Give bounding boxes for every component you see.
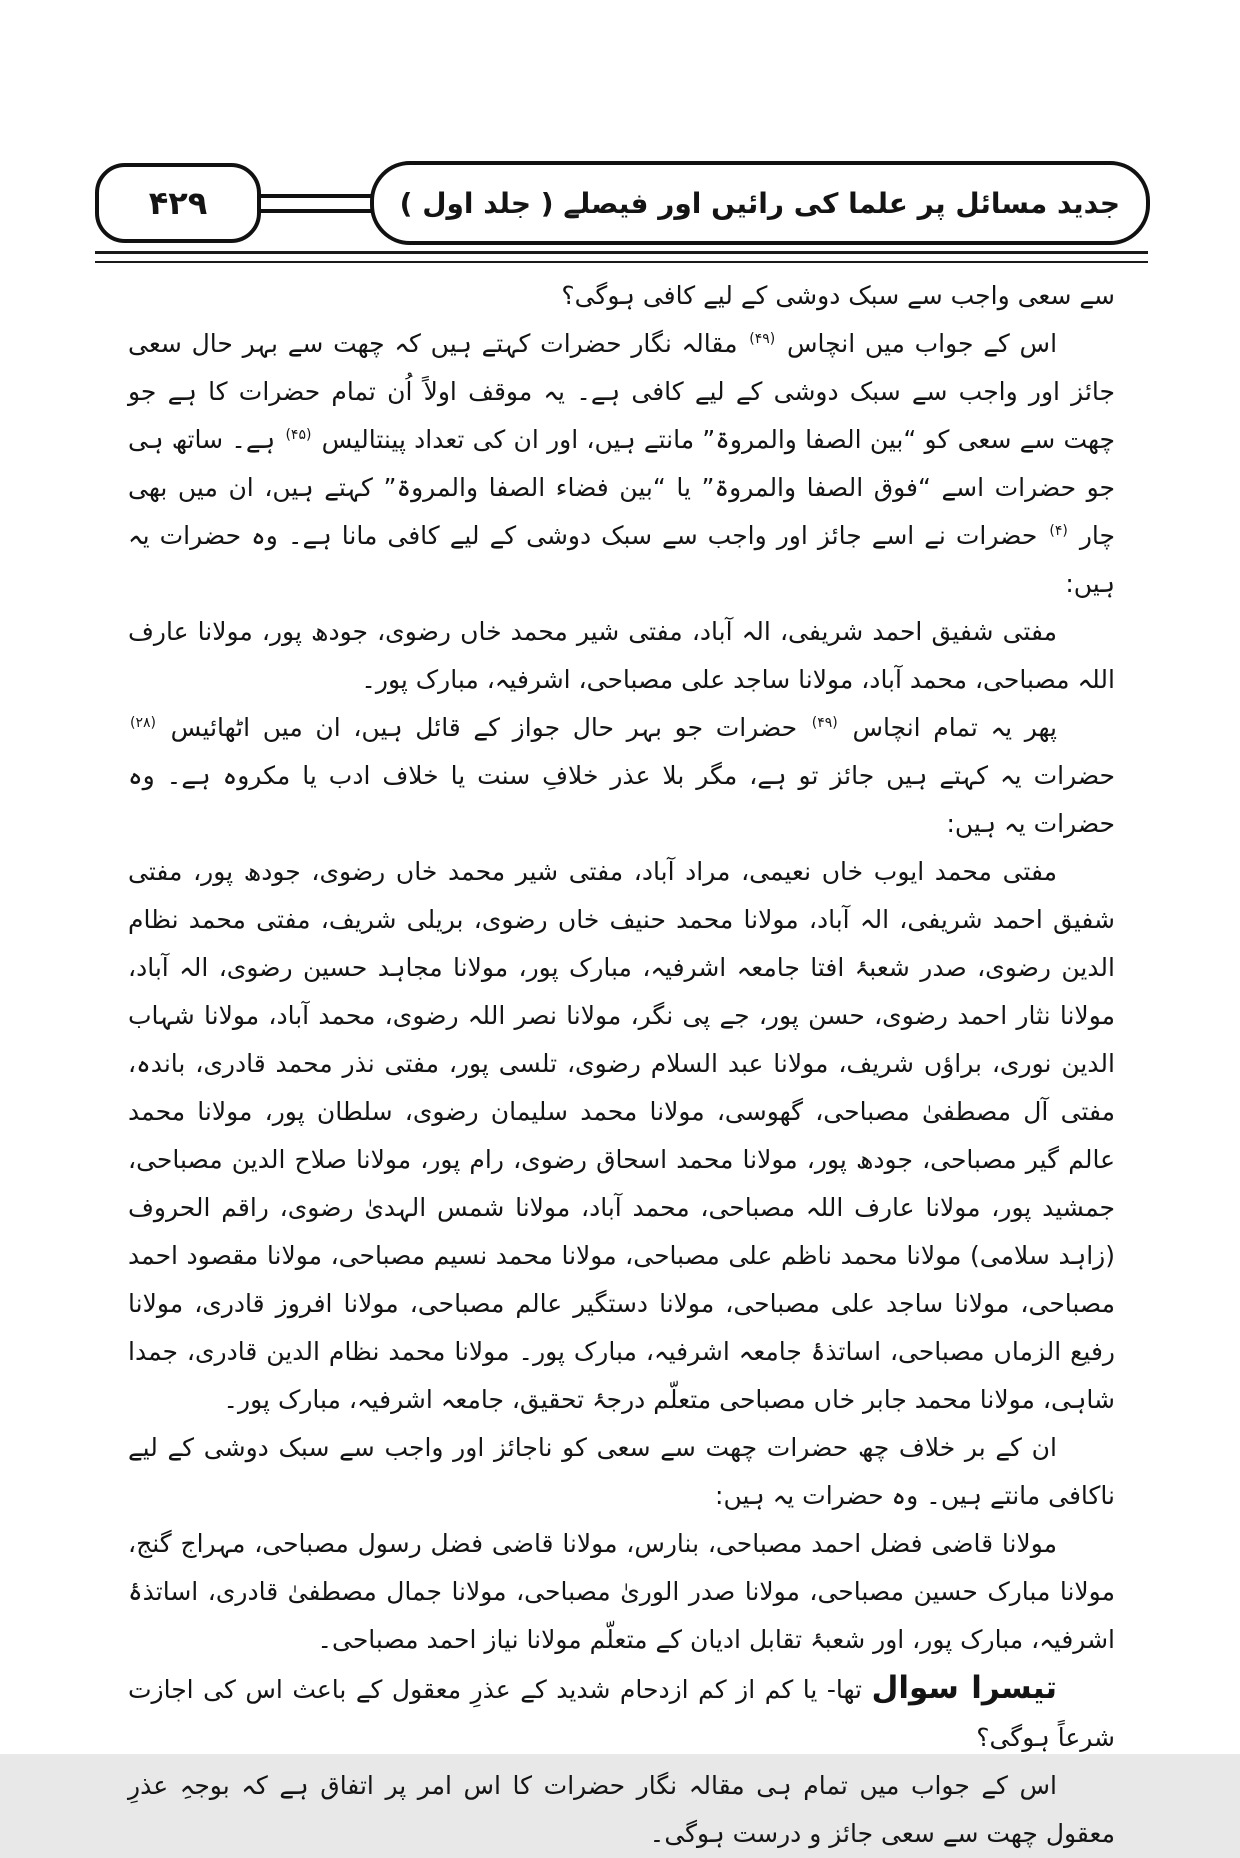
- text-segment: اس کے جواب میں انچاس: [786, 329, 1058, 358]
- text-segment: ان کے بر خلاف چھ حضرات چھت سے سعی کو ناجائز اور واجب سے سبک دوشی کے لیے ناکافی مانتے ہیں۔ وہ حضرات یہ ہیں:: [128, 1433, 1115, 1510]
- question-continuation: [128, 272, 1115, 320]
- footnote-count-marker: (۴۹): [749, 330, 776, 347]
- text-segment: حضرات نے اسے جائز اور واجب سے سبک دوشی کے لیے کافی مانا ہے۔ وہ حضرات یہ ہیں:: [128, 521, 1115, 598]
- text-segment: تھا- یا کم از کم ازدحام شدید کے عذرِ معقول کے باعث اس کی اجازت شرعاً ہوگی؟: [128, 1675, 1115, 1752]
- header-divider: [95, 251, 1148, 263]
- footnote-count-marker: (۴۹): [811, 714, 838, 731]
- names-group-2: [128, 848, 1115, 1424]
- footnote-count-marker: (۲۸): [130, 714, 156, 731]
- footnote-count-marker: (۴): [1049, 522, 1068, 539]
- text-segment: مولانا قاضی فضل احمد مصباحی، بنارس، مولانا قاضی فضل رسول مصباحی، مہراج گنج، مولانا مبارک حسین مصباحی، مولانا صدر الوریٰ مصباحی، مولانا جمال مصطفیٰ قادری، اساتذۂ اشرفیہ، مبارک پور، اور شعبۂ تقابل ادیان کے متعلّم مولانا نیاز احمد مصباحی۔: [128, 1529, 1115, 1654]
- page-number-badge: [95, 163, 261, 243]
- text-segment: سے سعی واجب سے سبک دوشی کے لیے کافی ہوگی؟: [561, 281, 1115, 310]
- opposing-opinion: [128, 1424, 1115, 1520]
- answer-overview: [128, 320, 1115, 608]
- names-group-3: [128, 1520, 1115, 1664]
- footnote-count-marker: (۴۵): [285, 426, 312, 443]
- page-header: [95, 163, 1150, 243]
- names-group-1: [128, 608, 1115, 704]
- book-title: جدید مسائل پر علما کی رائیں اور فیصلے ( جلد اول ): [399, 186, 1120, 220]
- text-segment: مقالہ نگار حضرات کہتے ہیں کہ چھت سے بہر حال سعی جائز اور واجب سے سبک دوشی کے لیے کافی ہے۔ یہ موقف اولاً اُن تمام حضرات کا ہے جو چھت سے سعی کو “بین الصفا والمروۃ” مانتے ہیں، اور ان کی تعداد پینتالیس: [128, 329, 1116, 454]
- third-question-heading: [128, 1664, 1115, 1762]
- header-connector-rule: [253, 194, 378, 213]
- page-body: [128, 272, 1115, 1858]
- text-segment: مفتی محمد ایوب خاں نعیمی، مراد آباد، مفتی شیر محمد خاں رضوی، جودھ پور، مفتی شفیق احمد شریفی، الہ آباد، مولانا محمد حنیف خاں رضوی، بریلی شریف، مفتی محمد نظام الدین رضوی، صدر شعبۂ افتا جامعہ اشرفیہ، مبارک پور، مولانا مجاہد حسین رضوی، الہ آباد، مولانا نثار احمد رضوی، حسن پور، جے پی نگر، مولانا نصر اللہ رضوی، محمد آباد، مولانا شہاب الدین نوری، براؤں شریف، مولانا عبد السلام رضوی، تلسی پور، مفتی نذر محمد قادری، باندہ، مفتی آل مصطفیٰ مصباحی، گھوسی، مولانا محمد سلیمان رضوی، سلطان پور، مولانا محمد عالم گیر مصباحی، جودھ پور، مولانا محمد اسحاق رضوی، رام پور، مولانا صلاح الدین مصباحی، جمشید پور، مولانا عارف اللہ مصباحی، محمد آباد، مولانا شمس الہدیٰ رضوی، راقم الحروف (زاہد سلامی) مولانا محمد ناظم علی مصباحی، مولانا محمد نسیم مصباحی، مولانا مقصود احمد مصباحی، مولانا ساجد علی مصباحی، مولانا دستگیر عالم مصباحی، مولانا افروز قادری، مولانا رفیع الزماں مصباحی، اساتذۂ جامعہ اشرفیہ، مبارک پور۔ مولانا محمد نظام الدین قادری، جمدا شاہی، مولانا محمد جابر خاں مصباحی متعلّم درجۂ تحقیق، جامعہ اشرفیہ، مبارک پور۔: [128, 857, 1115, 1414]
- page-number: ۴۲۹: [148, 184, 208, 222]
- third-question-answer: [128, 1762, 1115, 1858]
- text-segment: پھر یہ تمام انچاس: [852, 713, 1057, 742]
- text-segment: مفتی شفیق احمد شریفی، الہ آباد، مفتی شیر محمد خاں رضوی، جودھ پور، مولانا عارف اللہ مصباحی، محمد آباد، مولانا ساجد علی مصباحی، اشرفیہ، مبارک پور۔: [128, 617, 1115, 694]
- text-segment: ہے۔ ساتھ ہی جو حضرات اسے “فوق الصفا والمروۃ” یا “بین فضاء الصفا والمروۃ” کہتے ہیں، ان میں بھی چار: [128, 425, 1115, 550]
- text-segment: حضرات یہ کہتے ہیں جائز تو ہے، مگر بلا عذر خلافِ سنت یا خلاف ادب یا مکروہ ہے۔ وہ حضرات یہ ہیں:: [128, 761, 1115, 838]
- book-title-cartouche: [370, 161, 1150, 245]
- inline-heading: تیسرا سوال: [871, 1670, 1057, 1706]
- text-segment: حضرات جو بہر حال جواز کے قائل ہیں، ان میں اٹھائیس: [170, 713, 798, 742]
- qualified-opinion: [128, 704, 1115, 848]
- text-segment: اس کے جواب میں تمام ہی مقالہ نگار حضرات کا اس امر پر اتفاق ہے کہ بوجہِ عذرِ معقول چھت سے سعی جائز و درست ہوگی۔: [128, 1771, 1115, 1848]
